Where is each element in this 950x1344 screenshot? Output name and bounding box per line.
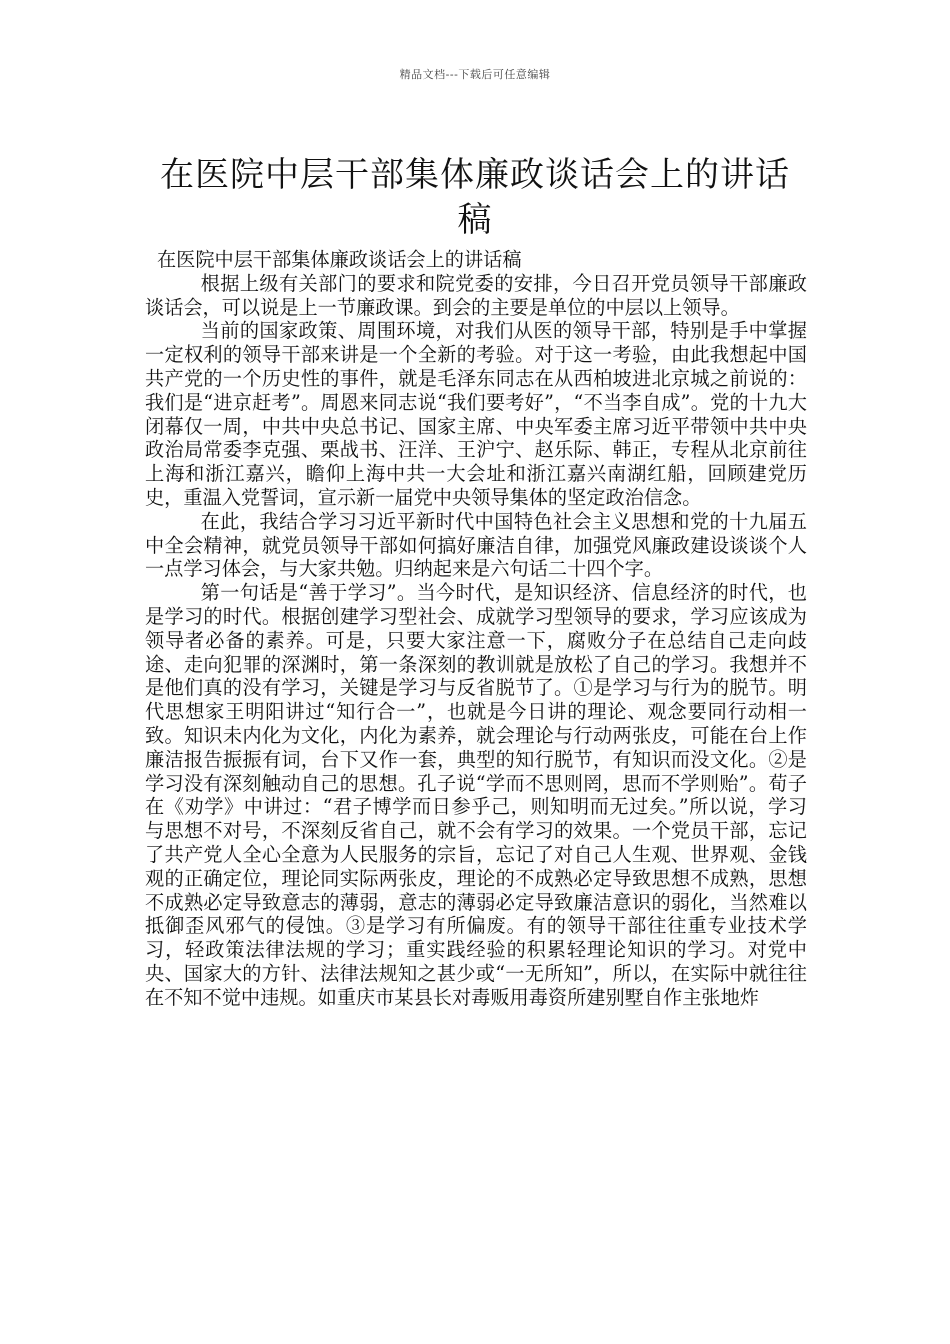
document-subtitle: 在医院中层干部集体廉政谈话会上的讲话稿 xyxy=(157,248,522,271)
body-paragraph-1: 根据上级有关部门的要求和院党委的安排，今日召开党员领导干部廉政谈话会，可以说是上一节廉政课。到会的主要是单位的中层以上领导。 xyxy=(145,271,807,319)
header-note: 精品文档---下载后可任意编辑 xyxy=(399,68,551,81)
body-paragraph-3: 在此，我结合学习习近平新时代中国特色社会主义思想和党的十九届五中全会精神，就党员领导干部如何搞好廉洁自律，加强党风廉政建设谈谈个人一点学习体会，与大家共勉。归纳起来是六句话二十四个字。 xyxy=(145,509,807,581)
body-paragraph-4: 第一句话是“善于学习”。当今时代，是知识经济、信息经济的时代，也是学习的时代。根据创建学习型社会、成就学习型领导的要求，学习应该成为领导者必备的素养。可是，只要大家注意一下，腐败分子在总结自己走向歧途、走向犯罪的深渊时，第一条深刻的教训就是放松了自己的学习。我想并不是他们真的没有学习，关键是学习与反省脱节了。①是学习与行为的脱节。明代思想家王明阳讲过“知行合一”，也就是今日讲的理论、观念要同行动相一致。知识未内化为文化，内化为素养，就会理论与行动两张皮，可能在台上作廉洁报告振振有词，台下又作一套，典型的知行脱节，有知识而没文化。②是学习没有深刻触动自己的思想。孔子说“学而不思则罔，思而不学则贻”。荀子在《劝学》中讲过：“君子博学而日参乎己，则知明而无过矣。”所以说，学习与思想不对号，不深刻反省自己，就不会有学习的效果。一个党员干部，忘记了共产党人全心全意为人民服务的宗旨，忘记了对自己人生观、世界观、金钱观的正确定位，理论同实际两张皮，理论的不成熟必定导致思想不成熟，思想不成熟必定导致意志的薄弱，意志的薄弱必定导致廉洁意识的弱化，当然难以抵御歪风邪气的侵蚀。③是学习有所偏废。有的领导干部往往重专业技术学习，轻政策法律法规的学习；重实践经验的积累轻理论知识的学习。对党中央、国家大的方针、法律法规知之甚少或“一无所知”，所以，在实际中就往往在不知不觉中违规。如重庆市某县长对毒贩用毒资所建别墅自作主张地炸 xyxy=(145,581,807,1009)
document-title: 在医院中层干部集体廉政谈话会上的讲话稿 xyxy=(160,154,790,240)
body-paragraph-2: 当前的国家政策、周围环境，对我们从医的领导干部，特别是手中掌握一定权利的领导干部来讲是一个全新的考验。对于这一考验，由此我想起中国共产党的一个历史性的事件，就是毛泽东同志在从西柏坡进北京城之前说的：我们是“进京赶考”。周恩来同志说“我们要考好”，“不当李自成”。党的十九大闭幕仅一周，中共中央总书记、国家主席、中央军委主席习近平带领中共中央政治局常委李克强、栗战书、汪洋、王沪宁、赵乐际、韩正，专程从北京前往上海和浙江嘉兴，瞻仰上海中共一大会址和浙江嘉兴南湖红船，回顾建党历史，重温入党誓词，宣示新一届党中央领导集体的坚定政治信念。 xyxy=(145,319,807,509)
document-body xyxy=(145,248,807,1010)
